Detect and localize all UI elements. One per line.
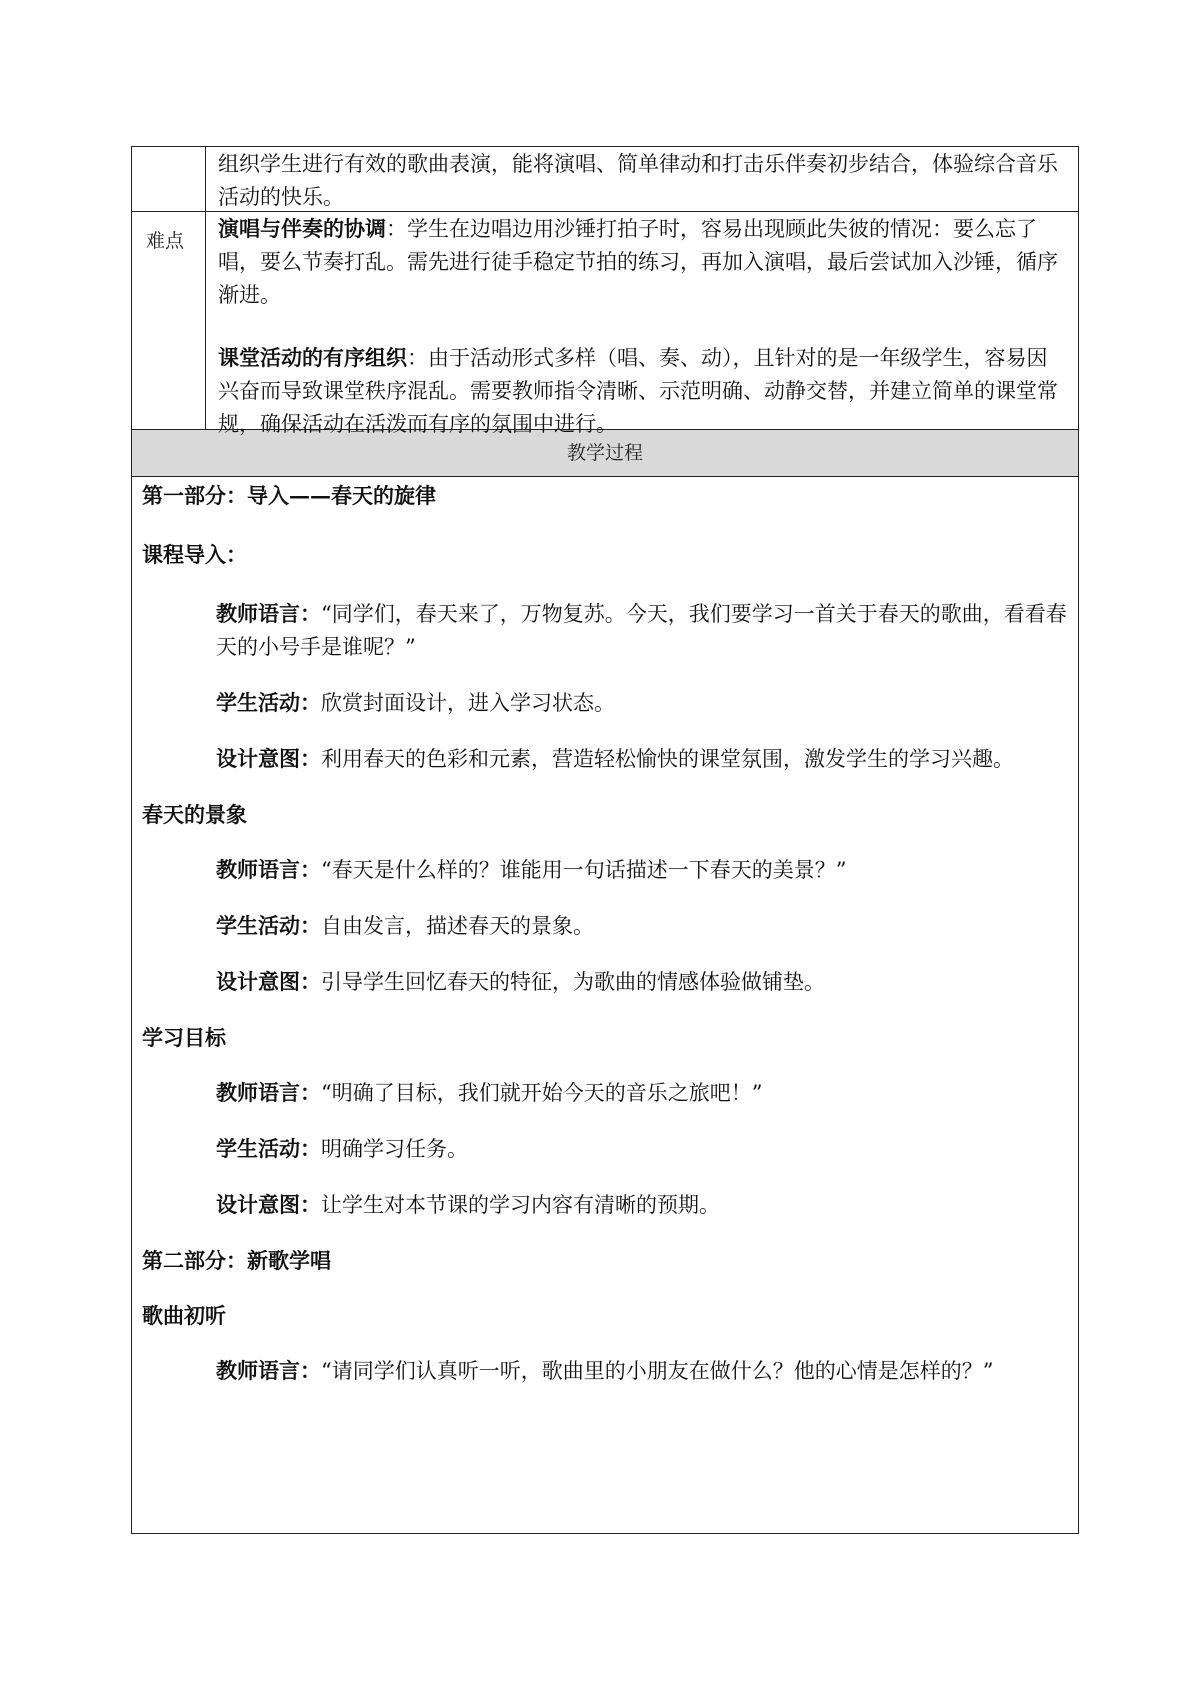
- row-content: [206, 212, 1078, 436]
- student-activity: 学生活动：自由发言，描述春天的景象。: [216, 913, 594, 938]
- paragraph-bold: 课堂活动的有序组织: [218, 345, 407, 370]
- teacher-speech: 教师语言：“请同学们认真听一听，歌曲里的小朋友在做什么？他的心情是怎样的？”: [216, 1358, 994, 1383]
- paragraph: [218, 212, 1068, 312]
- teacher-speech: 教师语言：“同学们，春天来了，万物复苏。今天，我们要学习一首关于春天的歌曲，看看春天的小号手是谁呢？”: [216, 601, 1067, 659]
- design-intent: 设计意图：让学生对本节课的学习内容有清晰的预期。: [216, 1192, 720, 1217]
- paragraph-text: 组织学生进行有效的歌曲表演，能将演唱、简单律动和打击乐伴奏初步结合，体验综合音乐活动的快乐。: [218, 152, 1058, 209]
- paragraph-text: ：由于活动形式多样（唱、奏、动），且针对的是一年级学生，容易因兴奋而导致课堂秩序混乱。需要教师指令清晰、示范明确、动静交替，并建立简单的课堂常规，确保活动在活泼而有序的氛围中进行。: [218, 346, 1058, 436]
- design-intent: 设计意图：利用春天的色彩和元素，营造轻松愉快的课堂氛围，激发学生的学习兴趣。: [216, 746, 1014, 771]
- paragraph-bold: 演唱与伴奏的协调: [218, 216, 386, 241]
- teacher-speech: 教师语言：“明确了目标，我们就开始今天的音乐之旅吧！”: [216, 1080, 763, 1105]
- lesson-plan-table: [131, 146, 1079, 1534]
- scene-title: 春天的景象: [142, 802, 247, 827]
- goal-title: 学习目标: [142, 1025, 226, 1050]
- paragraph-text: ：学生在边唱边用沙锤打拍子时，容易出现顾此失彼的情况：要么忘了唱，要么节奏打乱。需先进行徒手稳定节拍的练习，再加入演唱，最后尝试加入沙锤，循序渐进。: [218, 217, 1058, 307]
- student-activity: 学生活动：明确学习任务。: [216, 1136, 468, 1161]
- table-row: [132, 147, 1078, 212]
- paragraph: [218, 147, 1068, 214]
- row-content: [206, 147, 1078, 211]
- paragraph: [218, 341, 1068, 441]
- design-intent: 设计意图：引导学生回忆春天的特征，为歌曲的情感体验做铺垫。: [216, 969, 825, 994]
- part2-title: 第二部分：新歌学唱: [142, 1248, 331, 1273]
- process-header-text: 教学过程: [566, 442, 643, 464]
- intro-title: 课程导入：: [142, 542, 247, 567]
- table-row: [132, 212, 1078, 436]
- process-section: [132, 479, 1078, 1533]
- teacher-speech: 教师语言：“春天是什么样的？谁能用一句话描述一下春天的美景？”: [216, 857, 847, 882]
- row-label: [132, 147, 206, 211]
- listen-title: 歌曲初听: [142, 1303, 226, 1328]
- student-activity: 学生活动：欣赏封面设计，进入学习状态。: [216, 690, 615, 715]
- row-label-difficulty: 难点: [132, 212, 206, 429]
- part1-title: 第一部分：导入——春天的旋律: [142, 483, 436, 508]
